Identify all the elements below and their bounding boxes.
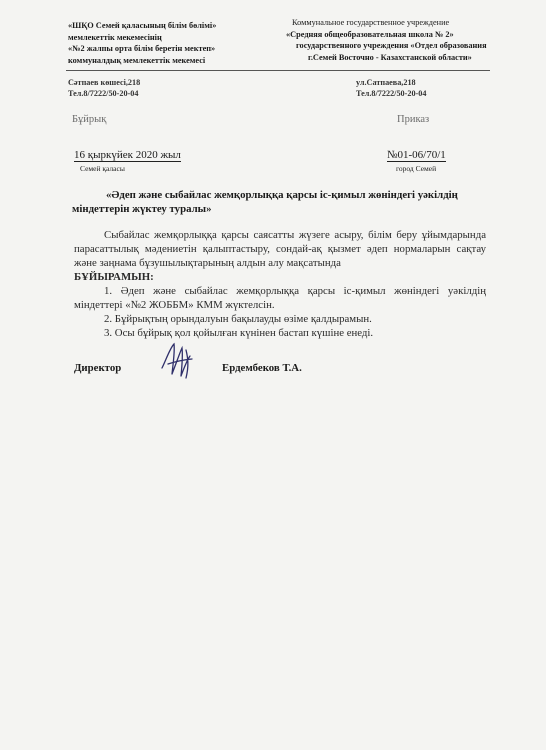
header-left-block xyxy=(68,20,216,66)
address-left xyxy=(68,77,140,99)
order-number xyxy=(387,149,446,161)
order-word: БҰЙЫРАМЫН: xyxy=(74,271,154,283)
header-right-block xyxy=(286,17,487,63)
handwritten-signature xyxy=(156,338,200,380)
order-number-text: №01-06/70/1 xyxy=(387,149,446,161)
preamble-paragraph xyxy=(74,228,486,284)
header-right-line: Коммунальное государственное учреждение xyxy=(292,18,450,27)
address-line: ул.Сатпаева,218 xyxy=(356,78,416,87)
address-right xyxy=(356,77,426,99)
header-right-line: г.Семей Восточно - Казахстанской области» xyxy=(308,52,472,62)
order-date xyxy=(74,149,181,161)
order-title: «Әдеп және сыбайлас жемқорлыққа қарсы іс-қимыл жөніндегі уәкілдің міндеттерін жүктеу туралы» xyxy=(72,189,458,215)
header-right-line: государственного учреждения «Отдел образования xyxy=(296,41,487,50)
header-left-line: «№2 жалпы орта білім беретін мектеп» xyxy=(68,44,216,53)
phone-line: Тел.8/7222/50-20-04 xyxy=(68,89,139,98)
order-date-text: 16 қыркүйек 2020 жыл xyxy=(74,149,181,161)
header-right-line: «Средняя общеобразовательная школа № 2» xyxy=(286,29,454,39)
signatory-title: Директор xyxy=(74,362,122,374)
header-left-line: коммуналдық мемлекеттік мекемесі xyxy=(68,55,206,65)
doc-type-russian: Приказ xyxy=(397,114,430,125)
doc-type-kazakh: Бұйрық xyxy=(72,114,107,125)
order-date-place: Семей қаласы xyxy=(80,164,125,173)
address-line: Сәтпаев көшесі,218 xyxy=(68,78,141,87)
order-number-place: город Семей xyxy=(396,164,437,173)
order-item: 2. Бұйрықтың орындалуын бақылауды өзіме қалдырамын. xyxy=(104,313,372,325)
order-item: 1. Әдеп және сыбайлас жемқорлыққа қарсы іс-қимыл жөніндегі уәкілдің міндеттері «№2 ЖОББМ» КММ жүктелсін. xyxy=(74,285,486,311)
order-body xyxy=(74,228,486,340)
header-divider xyxy=(66,70,490,71)
preamble-text: Сыбайлас жемқорлыққа қарсы саясатты жүзеге асыру, білім беру ұйымдарында парасаттылық мәдениетін қалыптастыру, сондай-ақ қызмет әдеп нормаларын сақтау және заңнама бұзушылықтарының алдын алу мақсатында xyxy=(74,229,486,269)
signatory-name: Ердембеков Т.А. xyxy=(222,362,302,374)
phone-line: Тел.8/7222/50-20-04 xyxy=(356,89,427,98)
order-item: 3. Осы бұйрық қол қойылған күнінен бастап күшіне енеді. xyxy=(104,327,374,339)
header-left-line: мемлекеттік мекемесінің xyxy=(68,32,162,42)
header-left-line: «ШҚО Семей қаласының білім бөлімі» xyxy=(68,21,217,30)
